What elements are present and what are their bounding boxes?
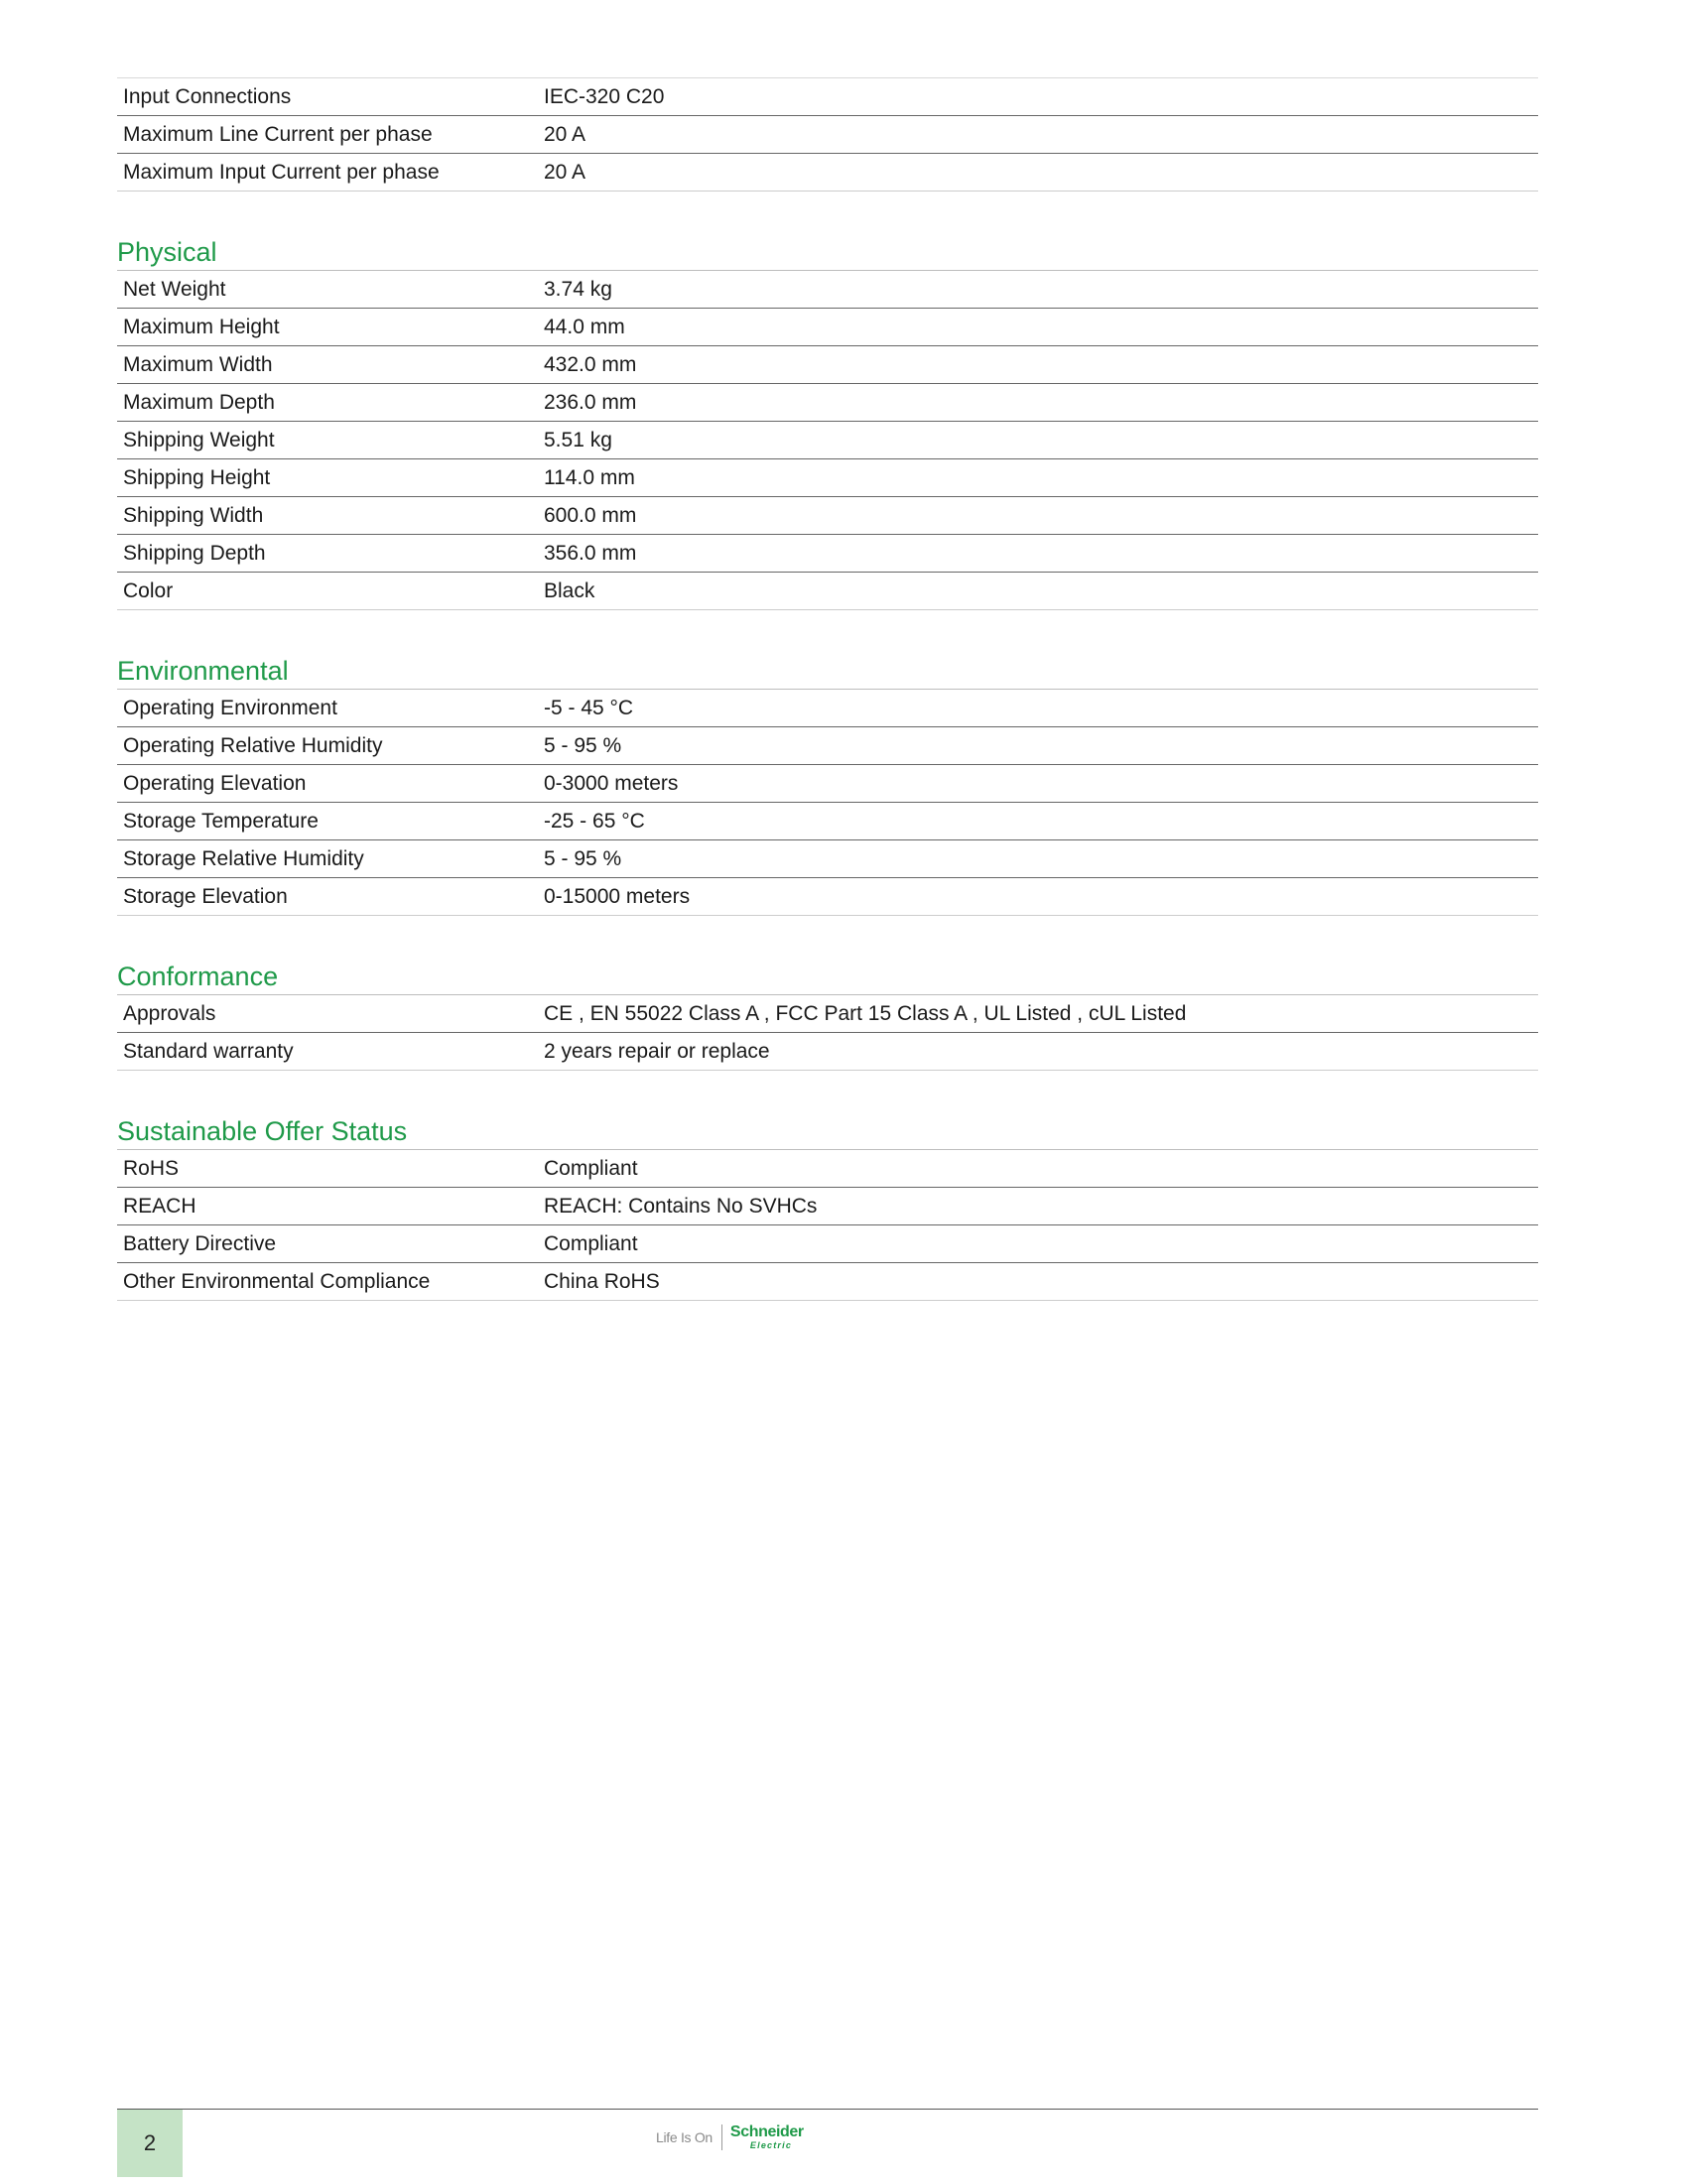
spec-label: Storage Temperature bbox=[117, 803, 538, 840]
spec-value: IEC-320 C20 bbox=[538, 78, 1538, 116]
spec-row bbox=[117, 535, 1538, 573]
spec-label: REACH bbox=[117, 1188, 538, 1225]
spec-value: 0-15000 meters bbox=[538, 878, 1538, 916]
spec-value: 0-3000 meters bbox=[538, 765, 1538, 803]
section-title: Sustainable Offer Status bbox=[117, 1116, 408, 1146]
spec-value: Compliant bbox=[538, 1150, 1538, 1188]
spec-row bbox=[117, 1033, 1538, 1071]
spec-label: Maximum Line Current per phase bbox=[117, 116, 538, 154]
spec-row bbox=[117, 497, 1538, 535]
spec-label: Net Weight bbox=[117, 271, 538, 309]
spec-row bbox=[117, 422, 1538, 459]
spec-row bbox=[117, 346, 1538, 384]
spec-value: 114.0 mm bbox=[538, 459, 1538, 497]
schneider-logo bbox=[722, 2124, 804, 2150]
spec-row bbox=[117, 154, 1538, 192]
spec-value: CE , EN 55022 Class A , FCC Part 15 Class A , UL Listed , cUL Listed bbox=[538, 995, 1538, 1033]
spec-value: China RoHS bbox=[538, 1263, 1538, 1301]
spec-row bbox=[117, 840, 1538, 878]
spec-table bbox=[117, 270, 1538, 610]
spec-label: Battery Directive bbox=[117, 1225, 538, 1263]
spec-label: Maximum Depth bbox=[117, 384, 538, 422]
spec-label: Operating Environment bbox=[117, 690, 538, 727]
spec-row bbox=[117, 573, 1538, 610]
spec-label: Standard warranty bbox=[117, 1033, 538, 1071]
spec-label: Maximum Height bbox=[117, 309, 538, 346]
spec-value: 5.51 kg bbox=[538, 422, 1538, 459]
spec-value: 356.0 mm bbox=[538, 535, 1538, 573]
spec-label: Storage Relative Humidity bbox=[117, 840, 538, 878]
spec-row bbox=[117, 727, 1538, 765]
spec-value: Black bbox=[538, 573, 1538, 610]
section-title: Physical bbox=[117, 237, 217, 267]
spec-row bbox=[117, 878, 1538, 916]
page-number: 2 bbox=[117, 2110, 183, 2177]
spec-row bbox=[117, 384, 1538, 422]
spec-section bbox=[117, 239, 1538, 610]
spec-row bbox=[117, 803, 1538, 840]
spec-row bbox=[117, 1150, 1538, 1188]
section-title: Conformance bbox=[117, 962, 279, 991]
tagline: Life Is On bbox=[656, 2124, 722, 2150]
spec-table bbox=[117, 689, 1538, 916]
spec-label: Shipping Height bbox=[117, 459, 538, 497]
spec-row bbox=[117, 995, 1538, 1033]
spec-label: Shipping Depth bbox=[117, 535, 538, 573]
spec-section bbox=[117, 1118, 1538, 1301]
continued-spec-table bbox=[117, 77, 1538, 192]
brand-name: Schneider bbox=[729, 2123, 804, 2140]
spec-label: Other Environmental Compliance bbox=[117, 1263, 538, 1301]
spec-value: 600.0 mm bbox=[538, 497, 1538, 535]
spec-row bbox=[117, 78, 1538, 116]
spec-value: -25 - 65 °C bbox=[538, 803, 1538, 840]
spec-row bbox=[117, 1225, 1538, 1263]
spec-value: 3.74 kg bbox=[538, 271, 1538, 309]
spec-value: 20 A bbox=[538, 116, 1538, 154]
spec-row bbox=[117, 1188, 1538, 1225]
spec-label: RoHS bbox=[117, 1150, 538, 1188]
spec-table bbox=[117, 1149, 1538, 1301]
spec-section bbox=[117, 658, 1538, 916]
spec-row bbox=[117, 690, 1538, 727]
spec-value: 432.0 mm bbox=[538, 346, 1538, 384]
section-title: Environmental bbox=[117, 656, 289, 686]
spec-value: 2 years repair or replace bbox=[538, 1033, 1538, 1071]
spec-value: 44.0 mm bbox=[538, 309, 1538, 346]
spec-table bbox=[117, 994, 1538, 1071]
brand-logo bbox=[656, 2120, 804, 2155]
spec-label: Shipping Weight bbox=[117, 422, 538, 459]
spec-label: Approvals bbox=[117, 995, 538, 1033]
brand-sub: Electric bbox=[749, 2140, 793, 2150]
spec-label: Color bbox=[117, 573, 538, 610]
spec-row bbox=[117, 309, 1538, 346]
spec-value: -5 - 45 °C bbox=[538, 690, 1538, 727]
spec-row bbox=[117, 116, 1538, 154]
spec-sheet-content bbox=[117, 77, 1538, 1349]
spec-label: Operating Elevation bbox=[117, 765, 538, 803]
spec-row bbox=[117, 459, 1538, 497]
spec-label: Operating Relative Humidity bbox=[117, 727, 538, 765]
spec-value: Compliant bbox=[538, 1225, 1538, 1263]
spec-label: Maximum Input Current per phase bbox=[117, 154, 538, 192]
spec-section bbox=[117, 964, 1538, 1071]
spec-label: Input Connections bbox=[117, 78, 538, 116]
spec-label: Storage Elevation bbox=[117, 878, 538, 916]
spec-value: REACH: Contains No SVHCs bbox=[538, 1188, 1538, 1225]
spec-row bbox=[117, 765, 1538, 803]
page-footer bbox=[117, 2109, 1538, 2184]
spec-value: 236.0 mm bbox=[538, 384, 1538, 422]
spec-value: 5 - 95 % bbox=[538, 727, 1538, 765]
spec-label: Maximum Width bbox=[117, 346, 538, 384]
sections-container bbox=[117, 239, 1538, 1301]
spec-value: 20 A bbox=[538, 154, 1538, 192]
spec-label: Shipping Width bbox=[117, 497, 538, 535]
spec-row bbox=[117, 271, 1538, 309]
spec-row bbox=[117, 1263, 1538, 1301]
spec-value: 5 - 95 % bbox=[538, 840, 1538, 878]
